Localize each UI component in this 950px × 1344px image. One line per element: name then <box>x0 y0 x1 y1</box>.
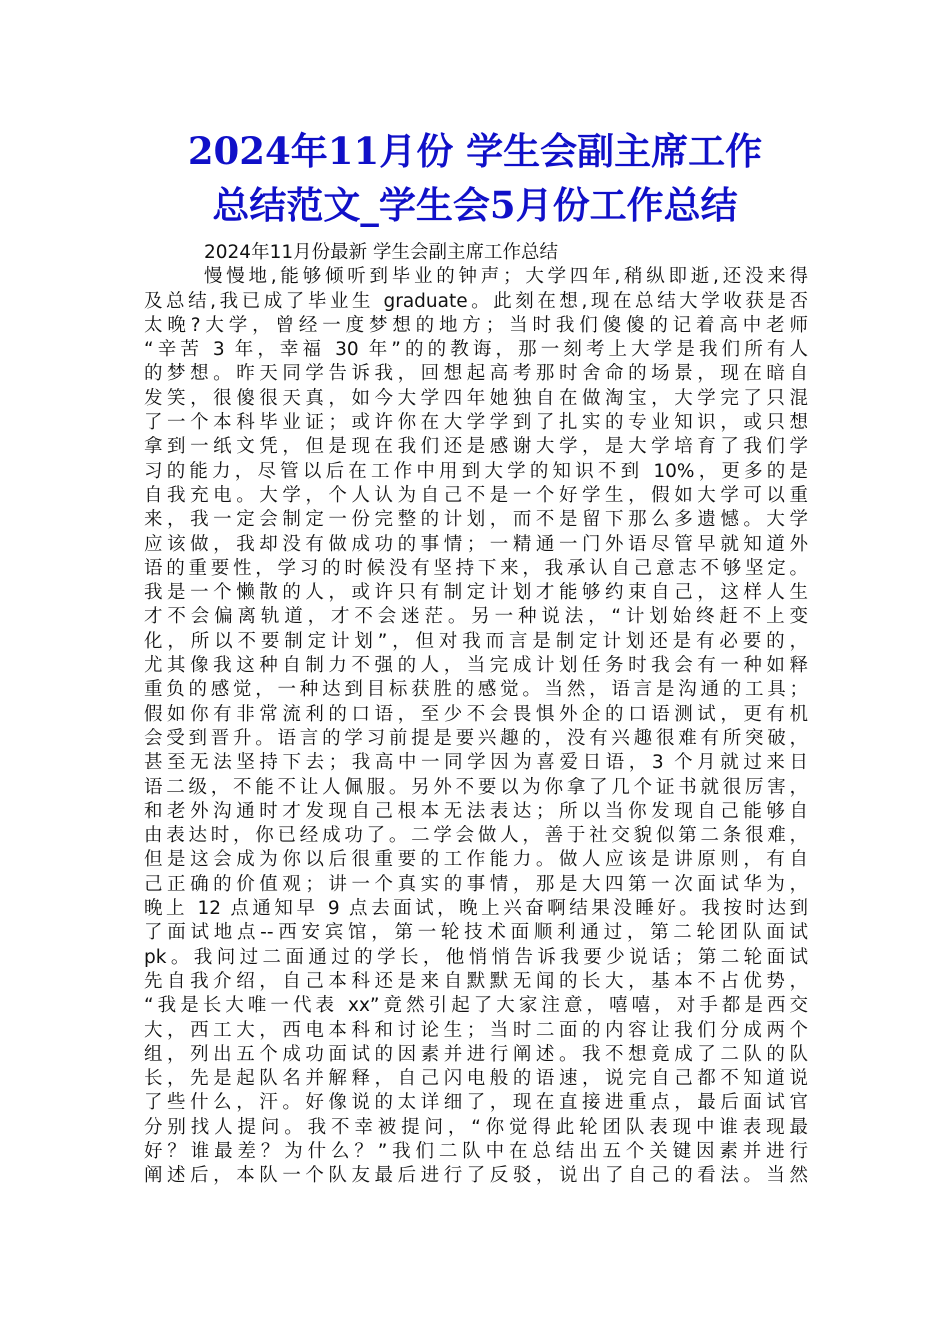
body-line: “我是长大唯一代表 xx”竟然引起了大家注意，嘻嘻，对手都是西交 <box>144 995 808 1017</box>
title-line-1: 2024年11月份 学生会副主席工作 <box>187 129 763 173</box>
body-line: 化，所以不要制定计划”，但对我而言是制定计划还是有必要的， <box>144 630 808 652</box>
paragraph-first-line: 慢慢地,能够倾听到毕业的钟声；大学四年,稍纵即逝,还没来得 <box>204 266 808 288</box>
body-line: 的梦想。昨天同学告诉我，回想起高考那时舍命的场景，现在暗自 <box>144 363 808 385</box>
document-body <box>144 241 808 1189</box>
body-line: 语的重要性，学习的时候没有坚持下来，我承认自己意志不够坚定。 <box>144 557 808 579</box>
body-line: 才不会偏离轨道，才不会迷茫。另一种说法，“计划始终赶不上变 <box>144 606 808 628</box>
body-line: pk。我问过二面通过的学长，他悄悄告诉我要少说话；第二轮面试 <box>144 946 808 968</box>
body-line: 阐述后，本队一个队友最后进行了反驳，说出了自己的看法。当然 <box>144 1165 808 1187</box>
body-line: 太晚?大学，曾经一度梦想的地方；当时我们傻傻的记着高中老师 <box>144 314 808 336</box>
document-title <box>100 124 850 232</box>
body-line: 但是这会成为你以后很重要的工作能力。做人应该是讲原则，有自 <box>144 849 808 871</box>
body-line: 由表达时，你已经成功了。二学会做人，善于社交貌似第二条很难， <box>144 825 808 847</box>
body-line: 自我充电。大学，个人认为自己不是一个好学生，假如大学可以重 <box>144 484 808 506</box>
body-line: 及总结,我已成了毕业生 graduate。此刻在想,现在总结大学收获是否 <box>144 290 808 312</box>
body-line: 己正确的价值观；讲一个真实的事情，那是大四第一次面试华为， <box>144 873 808 895</box>
body-line: 分别找人提问。我不幸被提问，“你觉得此轮团队表现中谁表现最 <box>144 1116 808 1138</box>
body-line: 好？谁最差？为什么？”我们二队中在总结出五个关键因素并进行 <box>144 1140 808 1162</box>
body-line: 组，列出五个成功面试的因素并进行阐述。我不想竟成了二队的队 <box>144 1043 808 1065</box>
body-line: 甚至无法坚持下去；我高中一同学因为喜爱日语，3 个月就过来日 <box>144 752 808 774</box>
body-line: 和老外沟通时才发现自己根本无法表达；所以当你发现自己能够自 <box>144 800 808 822</box>
body-line: 先自我介绍，自己本科还是来自默默无闻的长大，基本不占优势， <box>144 970 808 992</box>
body-line: 了一个本科毕业证；或许你在大学学到了扎实的专业知识，或只想 <box>144 412 808 434</box>
subtitle-line: 2024年11月份最新 学生会副主席工作总结 <box>204 242 559 263</box>
body-line: 重负的感觉，一种达到目标获胜的感觉。当然，语言是沟通的工具； <box>144 679 808 701</box>
body-line: 晚上 12 点通知早 9 点去面试，晚上兴奋啊结果没睡好。我按时达到 <box>144 898 808 920</box>
body-line: 会受到晋升。语言的学习前提是要兴趣的，没有兴趣很难有所突破， <box>144 727 808 749</box>
body-line: 假如你有非常流利的口语，至少不会畏惧外企的口语测试，更有机 <box>144 703 808 725</box>
body-line: “辛苦 3 年，幸福 30 年”的的教诲，那一刻考上大学是我们所有人 <box>144 339 808 361</box>
body-line: 大，西工大，西电本科和讨论生；当时二面的内容让我们分成两个 <box>144 1019 808 1041</box>
body-line: 来，我一定会制定一份完整的计划，而不是留下那么多遗憾。大学 <box>144 509 808 531</box>
body-line: 习的能力，尽管以后在工作中用到大学的知识不到 10%，更多的是 <box>144 460 808 482</box>
body-line: 了些什么，汗。好像说的太详细了，现在直接进重点，最后面试官 <box>144 1092 808 1114</box>
body-line: 长，先是起队名并解释，自己闪电般的语速，说完自己都不知道说 <box>144 1068 808 1090</box>
body-line: 拿到一纸文凭，但是现在我们还是感谢大学，是大学培育了我们学 <box>144 436 808 458</box>
body-line: 我是一个懒散的人，或许只有制定计划才能够约束自己，这样人生 <box>144 582 808 604</box>
body-line: 语二级，不能不让人佩服。另外不要以为你拿了几个证书就很厉害， <box>144 776 808 798</box>
body-line: 应该做，我却没有做成功的事情；一精通一门外语尽管早就知道外 <box>144 533 808 555</box>
body-line: 发笑，很傻很天真，如今大学四年她独自在做淘宝，大学完了只混 <box>144 387 808 409</box>
title-line-2: 总结范文_学生会5月份工作总结 <box>212 183 738 227</box>
body-line: 尤其像我这种自制力不强的人，当完成计划任务时我会有一种如释 <box>144 655 808 677</box>
body-line: 了面试地点--西安宾馆，第一轮技术面顺利通过，第二轮团队面试 <box>144 922 808 944</box>
